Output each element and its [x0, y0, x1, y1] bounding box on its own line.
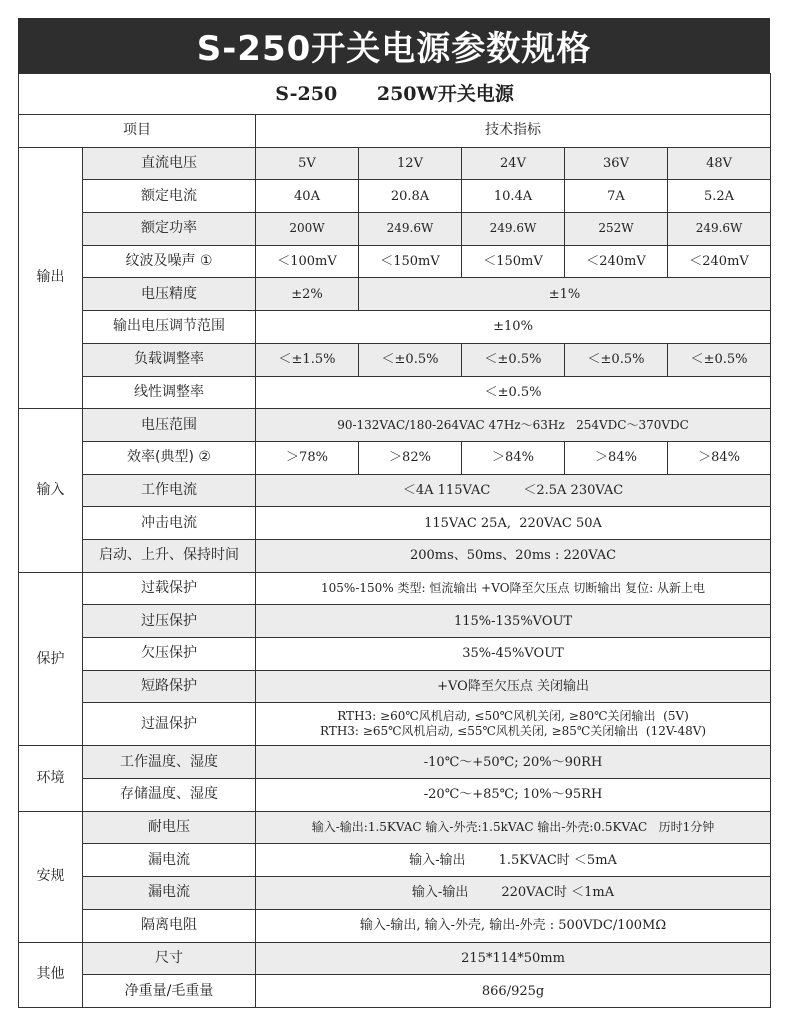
param-label: 欠压保护: [83, 638, 256, 671]
value-cell: 866/925g: [256, 975, 771, 1008]
header-spec: 技术指标: [256, 115, 771, 148]
value-cell: ＜±0.5%: [256, 376, 771, 409]
value-cell: ＜±0.5%: [668, 343, 771, 376]
table-row: [19, 779, 771, 812]
value-cell: ±1%: [359, 278, 771, 311]
table-row: [19, 811, 771, 844]
value-cell: 249.6W: [462, 213, 565, 246]
table-row: [19, 572, 771, 605]
value-cell: 115VAC 25A, 220VAC 50A: [256, 507, 771, 540]
table-row: [19, 213, 771, 246]
value-cell: 输入-输出, 输入-外壳, 输出-外壳 : 500VDC/100MΩ: [256, 909, 771, 942]
param-label: 输出电压调节范围: [83, 311, 256, 344]
value-cell: 35%-45%VOUT: [256, 638, 771, 671]
value-cell: 105%-150% 类型: 恒流输出 +VO降至欠压点 切断输出 复位: 从新上电: [256, 572, 771, 605]
value-cell: 7A: [565, 180, 668, 213]
table-row: [19, 605, 771, 638]
value-cell: 12V: [359, 147, 462, 180]
page-title: S-250开关电源参数规格: [18, 18, 770, 73]
value-cell: 输入-输出 220VAC时 ＜1mA: [256, 877, 771, 910]
overtemp-line-1: RTH3: ≥60℃风机启动, ≤50℃风机关闭, ≥80℃关闭输出 (5V): [337, 709, 689, 724]
table-row: [19, 703, 771, 746]
table-row: [19, 909, 771, 942]
param-label: 存储温度、湿度: [83, 779, 256, 812]
value-cell: ＜100mV: [256, 245, 359, 278]
param-label: 漏电流: [83, 844, 256, 877]
table-row: [19, 343, 771, 376]
table-row: [19, 311, 771, 344]
table-row: [19, 507, 771, 540]
value-cell: ＜±0.5%: [565, 343, 668, 376]
table-row: [19, 539, 771, 572]
value-cell: 115%-135%VOUT: [256, 605, 771, 638]
param-label: 纹波及噪声 ①: [83, 245, 256, 278]
value-cell: ＞84%: [668, 441, 771, 474]
category-other: 其他: [19, 942, 83, 1007]
table-row: [19, 942, 771, 975]
value-cell: 40A: [256, 180, 359, 213]
table-row: [19, 376, 771, 409]
table-row: [19, 844, 771, 877]
value-cell: 24V: [462, 147, 565, 180]
table-row: [19, 147, 771, 180]
table-row: [19, 877, 771, 910]
value-cell: 输入-输出:1.5KVAC 输入-外壳:1.5kVAC 输出-外壳:0.5KVAC 历时1分钟: [256, 811, 771, 844]
table-row: [19, 975, 771, 1008]
value-cell: ±10%: [256, 311, 771, 344]
value-cell: ±2%: [256, 278, 359, 311]
value-cell: 5V: [256, 147, 359, 180]
param-label: 过压保护: [83, 605, 256, 638]
value-cell: 10.4A: [462, 180, 565, 213]
table-row: [19, 670, 771, 703]
param-label: 净重量/毛重量: [83, 975, 256, 1008]
value-cell: 90-132VAC/180-264VAC 47Hz～63Hz 254VDC～370VDC: [256, 409, 771, 442]
param-label: 工作电流: [83, 474, 256, 507]
param-label: 直流电压: [83, 147, 256, 180]
param-label: 额定功率: [83, 213, 256, 246]
value-cell: ＜150mV: [462, 245, 565, 278]
value-cell: ＜240mV: [668, 245, 771, 278]
value-cell: ＜150mV: [359, 245, 462, 278]
param-label: 效率(典型) ②: [83, 441, 256, 474]
param-label: 电压范围: [83, 409, 256, 442]
param-label: 启动、上升、保持时间: [83, 539, 256, 572]
value-cell: 200W: [256, 213, 359, 246]
table-row: [19, 409, 771, 442]
value-cell: 48V: [668, 147, 771, 180]
value-cell: ＞84%: [565, 441, 668, 474]
table-row: [19, 441, 771, 474]
value-cell: -10℃～+50℃; 20%～90RH: [256, 746, 771, 779]
subtitle: S-250 250W开关电源: [19, 74, 771, 115]
value-cell: -20℃～+85℃; 10%～95RH: [256, 779, 771, 812]
table-row: [19, 180, 771, 213]
param-label: 冲击电流: [83, 507, 256, 540]
value-cell: 252W: [565, 213, 668, 246]
table-row: [19, 746, 771, 779]
subtitle-row: [19, 74, 771, 115]
param-label: 耐电压: [83, 811, 256, 844]
value-cell: ＜4A 115VAC ＜2.5A 230VAC: [256, 474, 771, 507]
param-label: 过载保护: [83, 572, 256, 605]
value-cell: 20.8A: [359, 180, 462, 213]
value-cell: 5.2A: [668, 180, 771, 213]
spec-table: [18, 73, 771, 1008]
category-input: 输入: [19, 409, 83, 572]
param-label: 额定电流: [83, 180, 256, 213]
param-label: 工作温度、湿度: [83, 746, 256, 779]
value-cell: ＞78%: [256, 441, 359, 474]
param-label: 短路保护: [83, 670, 256, 703]
category-environment: 环境: [19, 746, 83, 811]
value-cell: ＞84%: [462, 441, 565, 474]
param-label: 尺寸: [83, 942, 256, 975]
value-cell: 36V: [565, 147, 668, 180]
table-row: [19, 278, 771, 311]
overtemp-line-2: RTH3: ≥65℃风机启动, ≤55℃风机关闭, ≥85℃关闭输出 (12V-48V): [319, 724, 707, 739]
value-cell: 输入-输出 1.5KVAC时 ＜5mA: [256, 844, 771, 877]
category-safety: 安规: [19, 811, 83, 942]
value-cell: 249.6W: [359, 213, 462, 246]
value-cell: ＜±0.5%: [462, 343, 565, 376]
table-row: [19, 245, 771, 278]
param-label: 负载调整率: [83, 343, 256, 376]
value-cell: [256, 703, 771, 746]
param-label: 过温保护: [83, 703, 256, 746]
value-cell: ＞82%: [359, 441, 462, 474]
value-cell: ＜240mV: [565, 245, 668, 278]
value-cell: 215*114*50mm: [256, 942, 771, 975]
table-row: [19, 638, 771, 671]
param-label: 线性调整率: [83, 376, 256, 409]
header-row: [19, 115, 771, 148]
param-label: 电压精度: [83, 278, 256, 311]
category-output: 输出: [19, 147, 83, 409]
value-cell: ＜±1.5%: [256, 343, 359, 376]
param-label: 隔离电阻: [83, 909, 256, 942]
value-cell: ＜±0.5%: [359, 343, 462, 376]
value-cell: 200ms、50ms、20ms : 220VAC: [256, 539, 771, 572]
category-protection: 保护: [19, 572, 83, 746]
header-item: 项目: [19, 115, 256, 148]
param-label: 漏电流: [83, 877, 256, 910]
table-row: [19, 474, 771, 507]
value-cell: 249.6W: [668, 213, 771, 246]
value-cell: +VO降至欠压点 关闭输出: [256, 670, 771, 703]
